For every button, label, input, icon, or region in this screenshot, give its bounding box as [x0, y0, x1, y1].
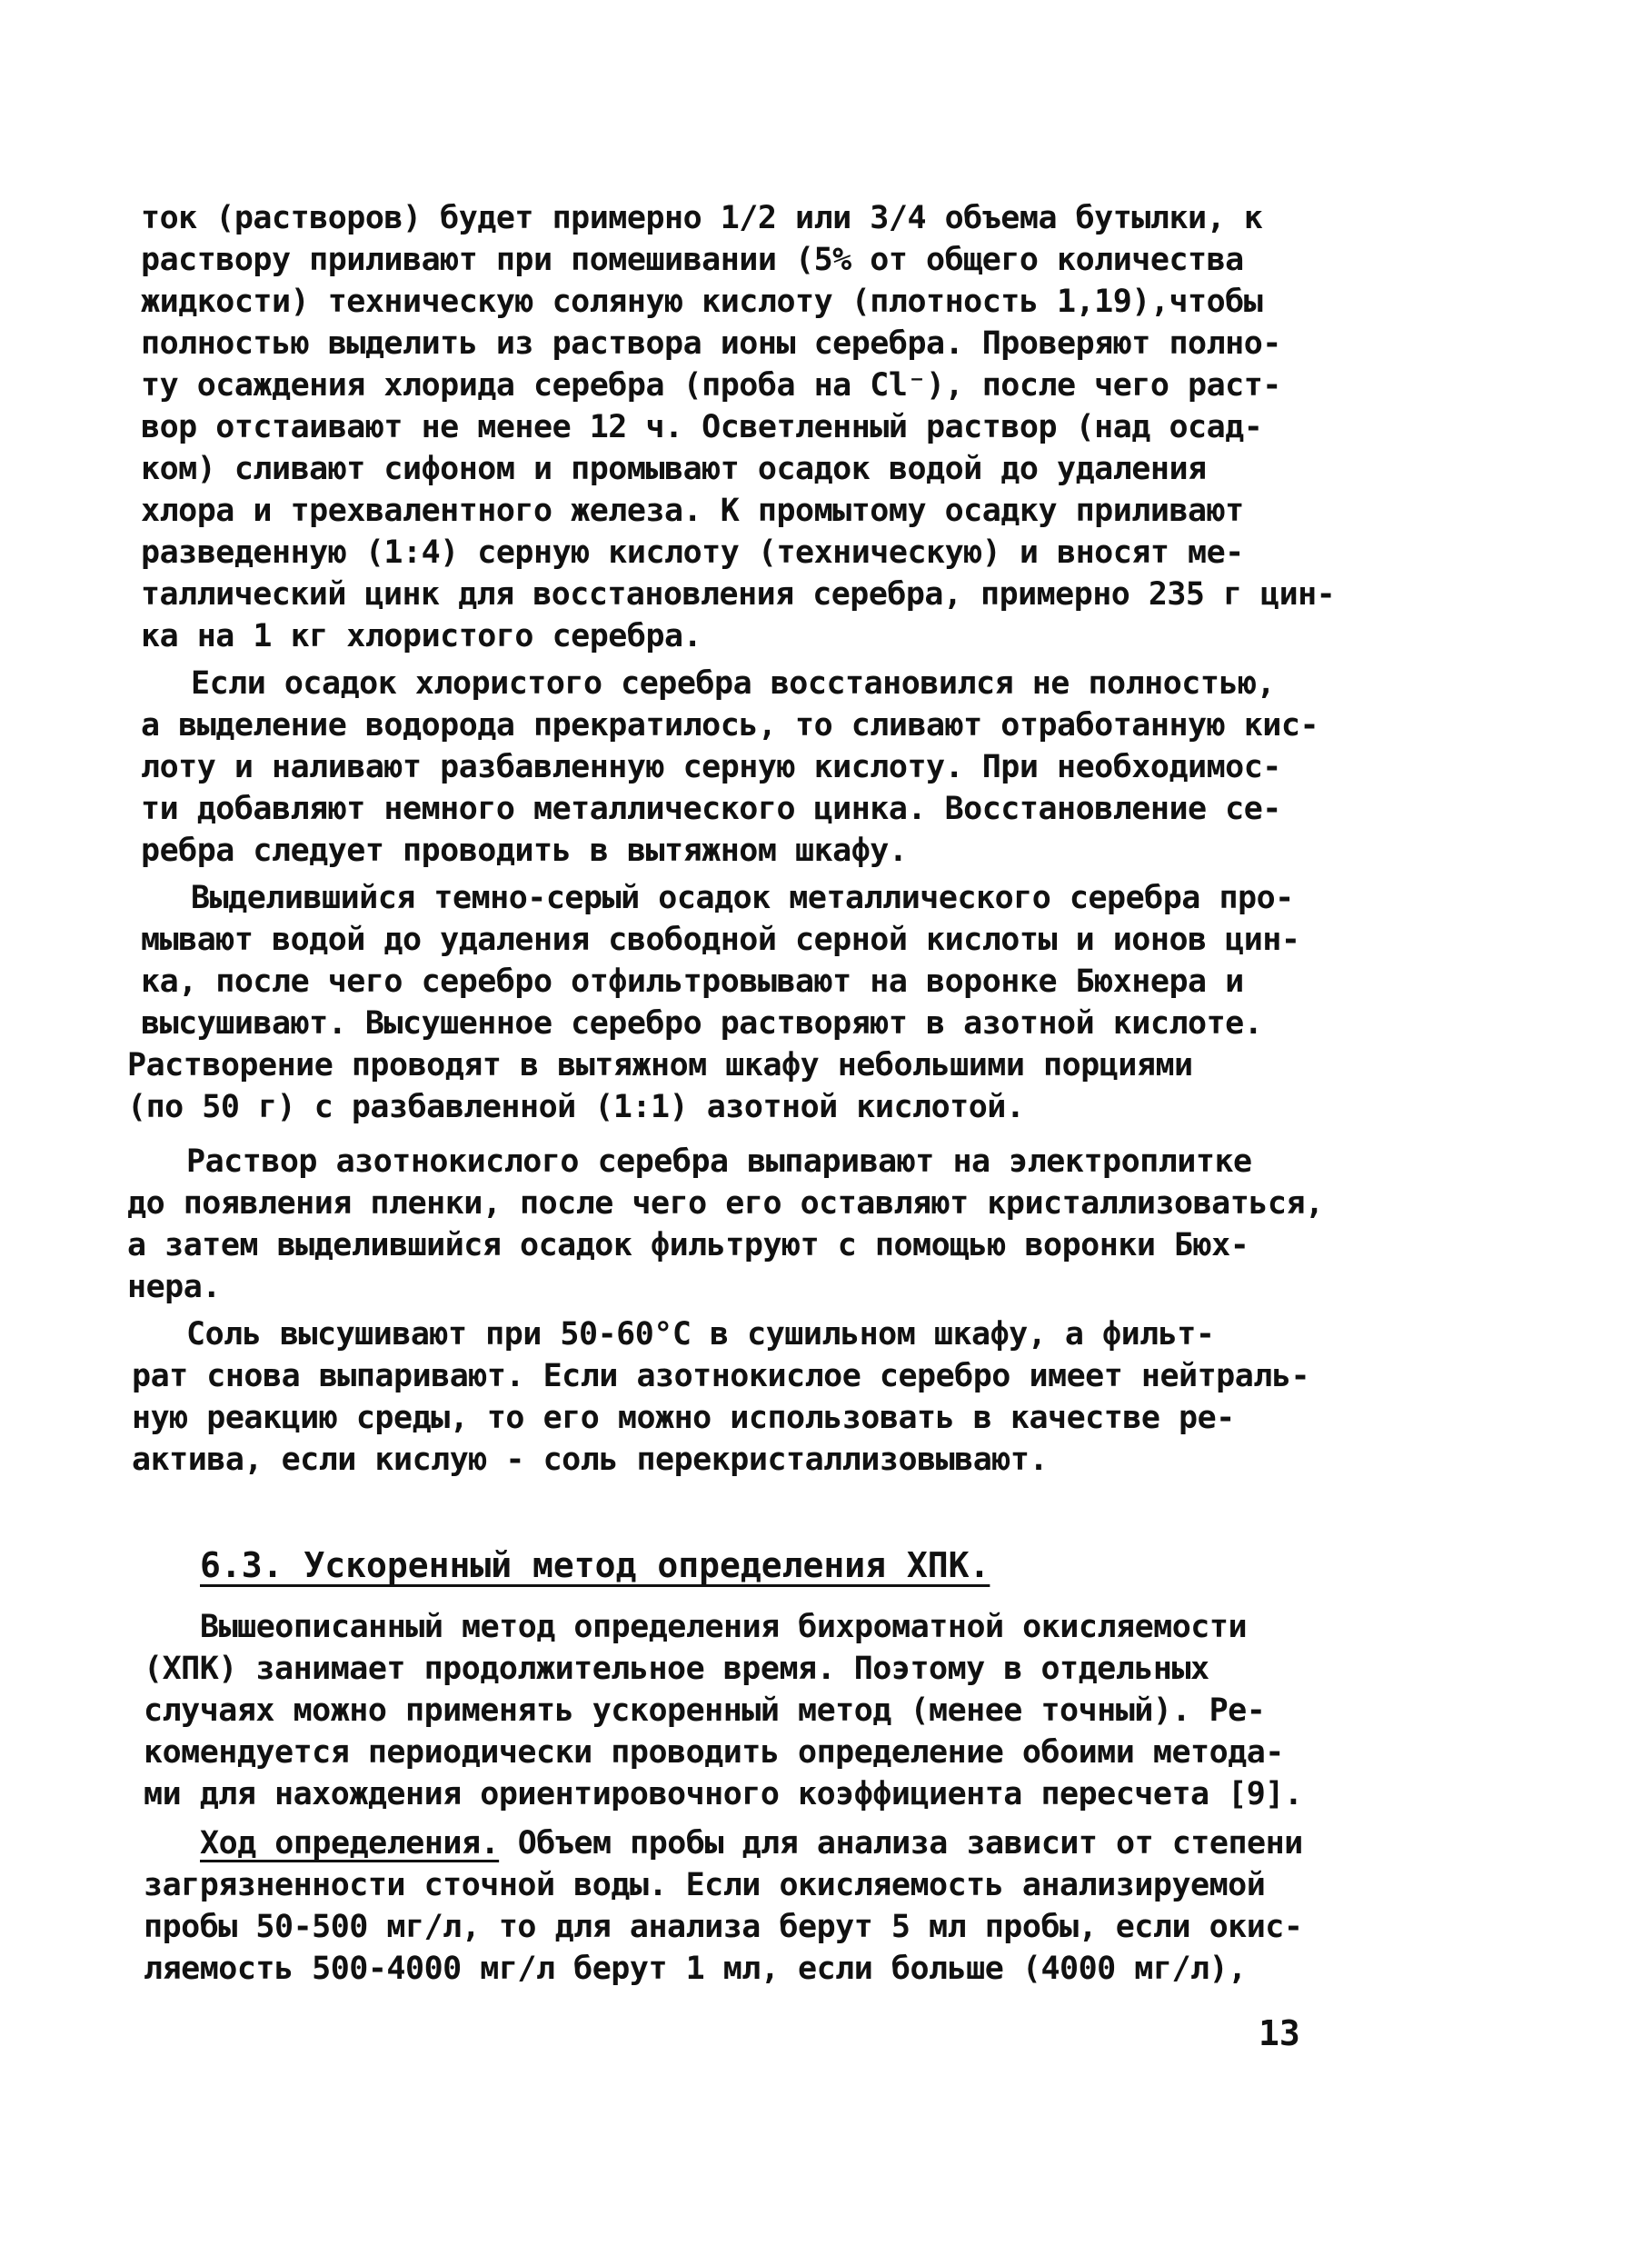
text-line: до появления пленки, после чего его оставляют кристаллизоваться,	[127, 1185, 1324, 1222]
text-line: Соль высушивают при 50-60°С в сушильном шкафу, а фильт-	[186, 1316, 1215, 1353]
text-line: Раствор азотнокислого серебра выпаривают на электроплитке	[186, 1143, 1252, 1180]
text-line: ток (растворов) будет примерно 1/2 или 3/4 объема бутылки, к	[141, 200, 1263, 236]
page-number: 13	[1259, 2013, 1300, 2053]
text-line: ляемость 500-4000 мг/л берут 1 мл, если больше (4000 мг/л),	[144, 1951, 1247, 1987]
text-line: ребра следует проводить в вытяжном шкафу.	[141, 833, 908, 869]
text-line: случаях можно применять ускоренный метод (менее точный). Ре-	[144, 1692, 1266, 1729]
text-line: ную реакцию среды, то его можно использовать в качестве ре-	[132, 1400, 1235, 1436]
text-line: высушивают. Высушенное серебро растворяют в азотной кислоте.	[141, 1005, 1263, 1042]
text-line: актива, если кислую - соль перекристаллизовывают.	[132, 1442, 1049, 1478]
text-line	[200, 1823, 1303, 1863]
text-line: полностью выделить из раствора ионы серебра. Проверяют полно-	[141, 325, 1281, 362]
text-line: хлора и трехвалентного железа. К промытому осадку приливают	[141, 493, 1244, 529]
text-line: ком) сливают сифоном и промывают осадок водой до удаления	[141, 451, 1207, 487]
procedure-label: Ход определения.	[200, 1825, 500, 1862]
text-line: комендуется периодически проводить определение обоими метода-	[144, 1734, 1284, 1771]
text-line: а затем выделившийся осадок фильтруют с помощью воронки Бюх-	[127, 1227, 1249, 1263]
text-line: (ХПК) занимает продолжительное время. Поэтому в отдельных	[144, 1651, 1209, 1687]
text-line: таллический цинк для восстановления серебра, примерно 235 г цин-	[141, 576, 1336, 613]
text-line: лоту и наливают разбавленную серную кислоту. При необходимос-	[141, 749, 1281, 785]
text-line: пробы 50-500 мг/л, то для анализа берут 5 мл пробы, если окис-	[144, 1909, 1303, 1945]
text-line: ту осаждения хлорида серебра (проба на Cl⁻), после чего раст-	[141, 367, 1281, 404]
text-line: вор отстаивают не менее 12 ч. Осветленный раствор (над осад-	[141, 409, 1263, 445]
text-line: ми для нахождения ориентировочного коэффициента пересчета [9].	[144, 1776, 1303, 1812]
text-line: раствору приливают при помешивании (5% от общего количества	[141, 242, 1244, 278]
text-line: Растворение проводят в вытяжном шкафу небольшими порциями	[127, 1047, 1193, 1083]
text-line: а выделение водорода прекратилось, то сливают отработанную кис-	[141, 707, 1319, 744]
text-line: Выделившийся темно-серый осадок металлического серебра про-	[191, 880, 1294, 916]
section-heading: 6.3. Ускоренный метод определения ХПК.	[200, 1545, 990, 1585]
text-line: жидкости) техническую соляную кислоту (плотность 1,19),чтобы	[141, 284, 1263, 320]
text-line: ка, после чего серебро отфильтровывают на воронке Бюхнера и	[141, 963, 1244, 1000]
text-line: рат снова выпаривают. Если азотнокислое серебро имеет нейтраль-	[132, 1358, 1310, 1394]
text-line: ка на 1 кг хлористого серебра.	[141, 618, 702, 654]
text-line: нера.	[127, 1269, 221, 1305]
text-line: Если осадок хлористого серебра восстановился не полностью,	[191, 665, 1276, 702]
text-span: Объем пробы для анализа зависит от степени	[499, 1825, 1303, 1862]
text-line: Вышеописанный метод определения бихроматной окисляемости	[200, 1609, 1248, 1645]
text-line: мывают водой до удаления свободной серной кислоты и ионов цин-	[141, 922, 1300, 958]
text-line: ти добавляют немного металлического цинка. Восстановление се-	[141, 791, 1281, 827]
text-line: (по 50 г) с разбавленной (1:1) азотной кислотой.	[127, 1089, 1025, 1125]
text-line: разведенную (1:4) серную кислоту (техническую) и вносят ме-	[141, 534, 1244, 571]
text-line: загрязненности сточной воды. Если окисляемость анализируемой	[144, 1867, 1266, 1903]
